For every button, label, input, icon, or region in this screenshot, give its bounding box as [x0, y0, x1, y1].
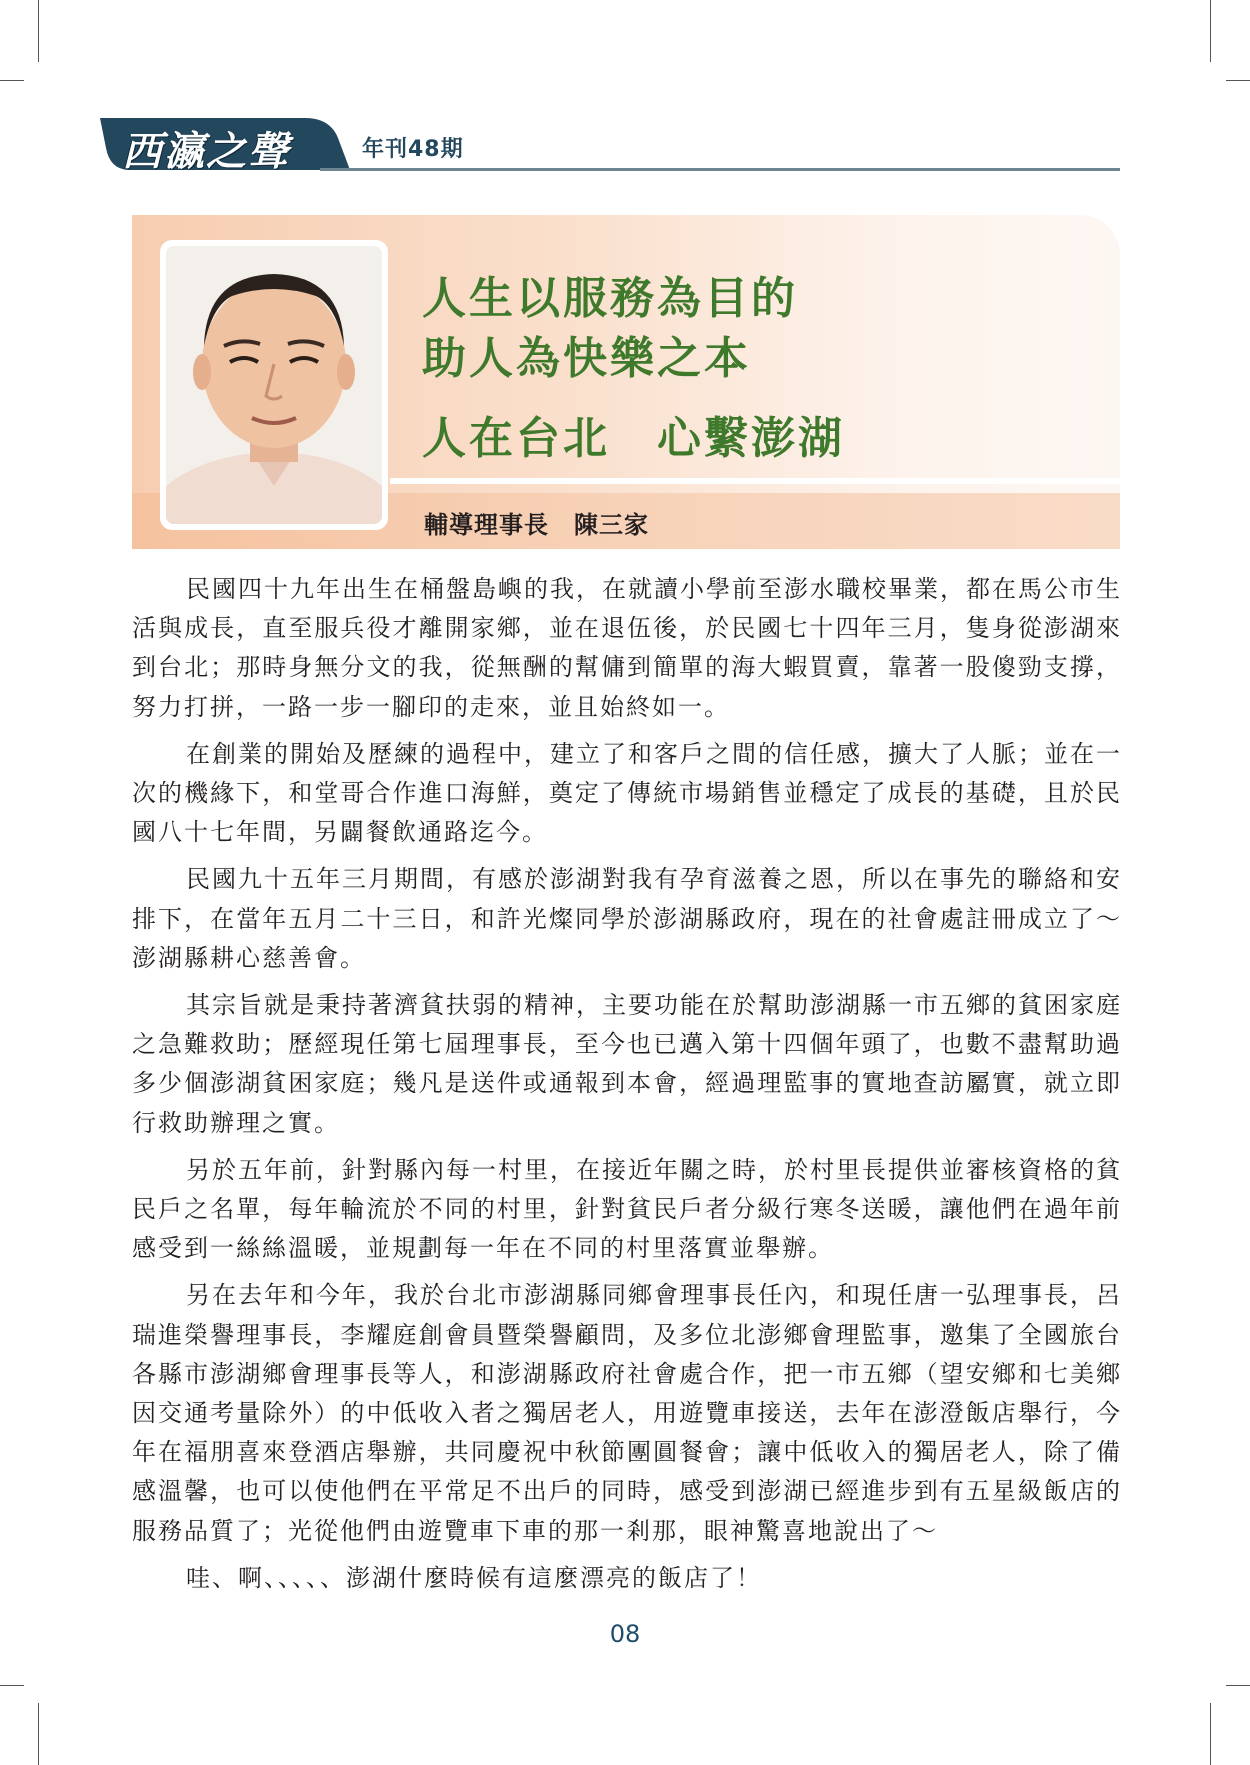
- header-rule: [320, 168, 1120, 171]
- crop-mark: [1226, 80, 1250, 81]
- crop-mark: [38, 0, 39, 62]
- issue-label: 年刊48期: [362, 137, 464, 162]
- masthead: [100, 118, 350, 175]
- crop-mark: [1210, 1703, 1211, 1765]
- article-title-line-3: 人在台北 心繫澎湖: [422, 413, 845, 464]
- article-body: [132, 570, 1122, 1606]
- paragraph: 民國四十九年出生在桶盤島嶼的我，在就讀小學前至澎水職校畢業，都在馬公市生活與成長，直至服兵役才離開家鄉，並在退伍後，於民國七十四年三月，隻身從澎湖來到台北；那時身無分文的我，從無酬的幫傭到簡單的海大蝦買賣，靠著一股傻勁支撐，努力打拼，一路一步一腳印的走來，並且始終如一。: [132, 575, 1122, 721]
- paragraph: 另於五年前，針對縣內每一村里，在接近年關之時，於村里長提供並審核資格的貧民戶之名單，每年輪流於不同的村里，針對貧民戶者分級行寒冬送暖，讓他們在過年前感受到一絲絲溫暖，並規劃每一年在不同的村里落實並舉辦。: [132, 1155, 1122, 1263]
- paragraph: 哇、啊、、、、、澎湖什麼時候有這麼漂亮的飯店了！: [186, 1563, 762, 1592]
- author-byline: 輔導理事長 陳三家: [424, 511, 649, 539]
- banner-divider: [390, 478, 1120, 484]
- paragraph: 其宗旨就是秉持著濟貧扶弱的精神，主要功能在於幫助澎湖縣一市五鄉的貧困家庭之急難救助；歷經現任第七屆理事長，至今也已邁入第十四個年頭了，也數不盡幫助過多少個澎湖貧困家庭；幾凡是送件或通報到本會，經過理監事的實地查訪屬實，就立即行救助辦理之實。: [132, 991, 1122, 1137]
- masthead-title: 西瀛之聲: [122, 128, 290, 175]
- crop-mark: [0, 80, 24, 81]
- crop-mark: [38, 1703, 39, 1765]
- page-number: 08: [609, 1620, 641, 1648]
- paragraph: 在創業的開始及歷練的過程中，建立了和客戶之間的信任感，擴大了人脈；並在一次的機緣下，和堂哥合作進口海鮮，奠定了傳統市場銷售並穩定了成長的基礎，且於民國八十七年間，另闢餐飲通路迄今。: [132, 739, 1122, 847]
- paragraph: 另在去年和今年，我於台北市澎湖縣同鄉會理事長任內，和現任唐一弘理事長，呂瑞進榮譽理事長，李耀庭創會員暨榮譽顧問，及多位北澎鄉會理監事，邀集了全國旅台各縣市澎湖鄉會理事長等人，和澎湖縣政府社會處合作，把一市五鄉（望安鄉和七美鄉因交通考量除外）的中低收入者之獨居老人，用遊覽車接送，去年在澎澄飯店舉行，今年在福朋喜來登酒店舉辦，共同慶祝中秋節團圓餐會；讓中低收入的獨居老人，除了備感溫馨，也可以使他們在平常足不出戶的同時，感受到澎湖已經進步到有五星級飯店的服務品質了；光從他們由遊覽車下車的那一剎那，眼神驚喜地說出了～: [132, 1281, 1122, 1545]
- crop-mark: [1210, 0, 1211, 62]
- author-photo: [166, 246, 382, 524]
- article-title-line-2: 助人為快樂之本: [422, 333, 751, 384]
- crop-mark: [0, 1685, 24, 1686]
- crop-mark: [1226, 1685, 1250, 1686]
- paragraph: 民國九十五年三月期間，有感於澎湖對我有孕育滋養之恩，所以在事先的聯絡和安排下，在當年五月二十三日，和許光燦同學於澎湖縣政府，現在的社會處註冊成立了～澎湖縣耕心慈善會。: [132, 865, 1122, 972]
- article-title-line-1: 人生以服務為目的: [422, 273, 798, 324]
